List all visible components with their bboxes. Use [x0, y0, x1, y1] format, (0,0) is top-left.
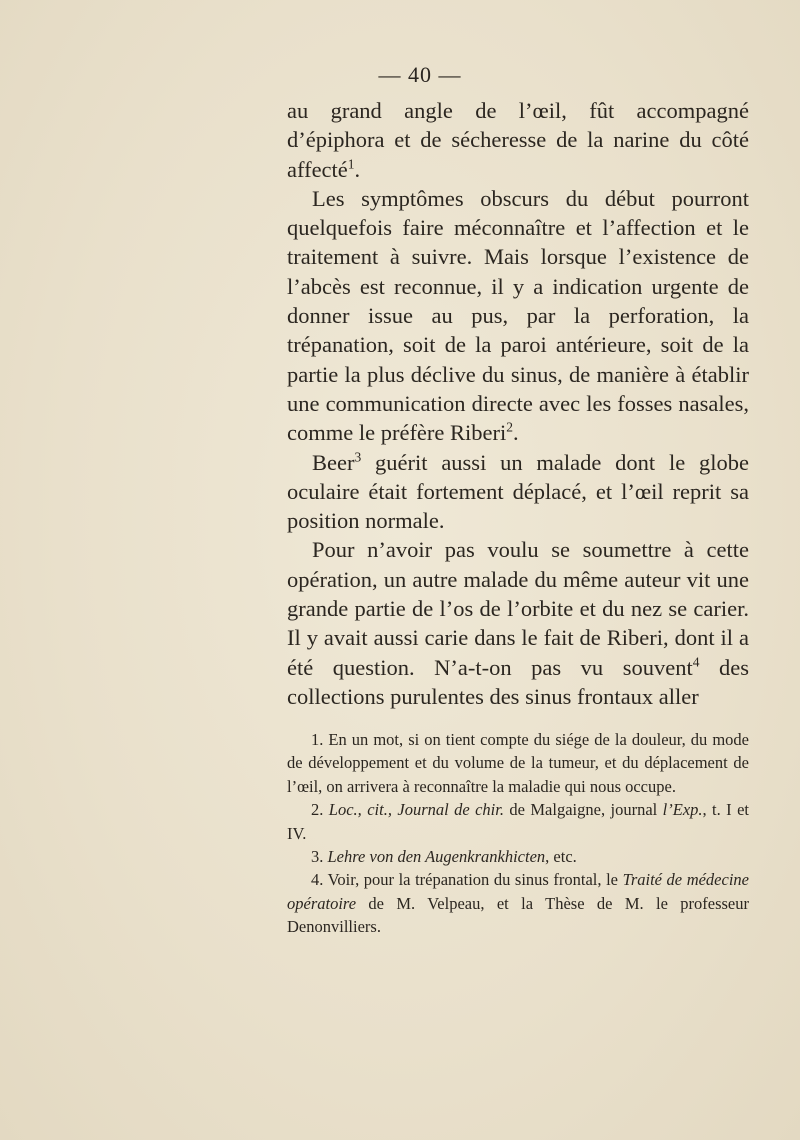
footnote-2-citation: Loc., cit., Journal de chir. [328, 800, 504, 820]
footnote-4 [287, 868, 749, 938]
main-text [287, 96, 749, 711]
paragraph-4-end: des collections purulentes des sinus frontaux aller [287, 654, 749, 709]
paragraph-4-text: Pour n’avoir pas voulu se soumettre à cette opération, un autre malade du même auteur vit une grande partie de l’os de l’orbite et du nez se carier. Il y avait aussi carie dans le fait de Riberi, dont il a été question. N’a-t-on pas vu souvent [287, 537, 749, 680]
paragraph-1 [287, 96, 749, 184]
paragraph-3-text: guérit aussi un malade dont le globe oculaire était fortement déplacé, et l’œil reprit sa position normale. [287, 449, 749, 534]
footnote-3-number: 3. [311, 847, 328, 867]
footnote-2-number: 2. [311, 800, 329, 820]
paragraph-1-text: au grand angle de l’œil, fût accompagné d’épiphora et de sécheresse de la narine du côté affecté [287, 98, 749, 182]
paragraph-2 [287, 184, 749, 448]
footnote-1: 1. En un mot, si on tient compte du siége de la douleur, du mode de développement et du volume de la tumeur, et du déplacement de l’œil, on arrivera à reconnaître la maladie qui nous occupe. [287, 730, 749, 796]
footnote-3 [287, 845, 749, 868]
footnote-2 [287, 798, 749, 845]
paragraph-4 [287, 535, 749, 711]
paragraph-1-end: . [354, 156, 361, 182]
footnote-4-title: Traité de médecine opératoire [287, 870, 749, 913]
paragraph-3-start: Beer [312, 449, 355, 475]
paragraph-3 [287, 448, 749, 536]
footnote-ref-1: 1 [347, 156, 355, 172]
footnote-ref-3: 3 [354, 449, 362, 465]
paragraph-2-text: Les symptômes obscurs du début pourront quelquefois faire méconnaître et l’affection et le traitement à suivre. Mais lorsque l’existence de l’abcès est reconnue, il y a indication urgente de donner issue au pus, par la perforation, la trépanation, soit de la paroi antérieure, soit de la partie la plus déclive du sinus, de manière à établir une communication directe avec les fosses nasales, comme le préfère Riberi [287, 185, 749, 446]
footnotes [287, 728, 749, 939]
footnote-4-end: de M. Velpeau, et la Thèse de M. le professeur Denonvilliers. [287, 893, 749, 937]
footnote-ref-4: 4 [692, 654, 700, 670]
footnote-ref-2: 2 [506, 419, 514, 435]
footnote-2-middle: de Malgaigne, journal [503, 800, 663, 820]
footnote-2-journal: l’Exp. [662, 800, 703, 820]
page-number: — 40 — [378, 62, 462, 87]
footnote-3-title: Lehre von den Augenkrankhicten [327, 847, 546, 867]
footnote-4-start: 4. Voir, pour la trépanation du sinus frontal, le [311, 870, 623, 890]
footnote-2-end: , t. I et IV. [287, 800, 749, 843]
footnote-3-end: , etc. [545, 847, 577, 867]
paragraph-2-end: . [513, 420, 519, 446]
